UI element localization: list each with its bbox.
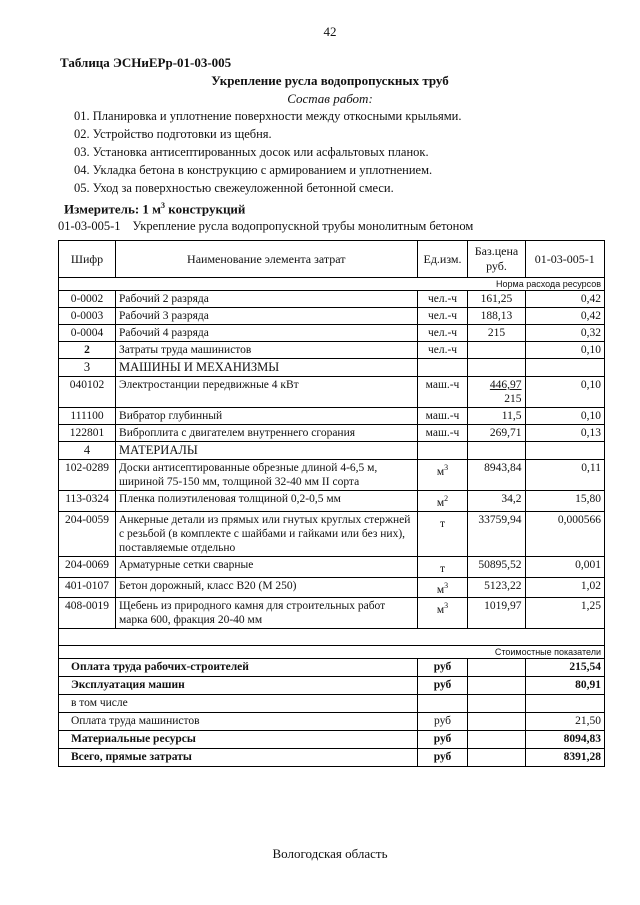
cell-value: 0,10 [525, 408, 605, 425]
table-row [59, 491, 605, 512]
cell-value: 1,02 [525, 577, 605, 598]
cost-row [59, 731, 605, 749]
cell-price: 188,13 [468, 308, 525, 325]
cell-code: 204-0059 [59, 511, 116, 556]
cell-unit: т [417, 556, 468, 577]
cell-value: 15,80 [525, 491, 605, 512]
cost-label: Стоимостные показатели [59, 646, 605, 659]
cell-price: 215 [468, 325, 525, 342]
cost-unit: руб [417, 731, 468, 749]
header-norm: 01-03-005-1 [525, 241, 605, 278]
cost-name: Эксплуатация машин [59, 677, 418, 695]
cell-price: 446,97 215 [468, 377, 525, 408]
cost-value: 8391,28 [525, 749, 605, 767]
cost-name: Всего, прямые затраты [59, 749, 418, 767]
resource-table [58, 240, 605, 767]
cost-name: Оплата труда машинистов [59, 713, 418, 731]
cell-value: 0,10 [525, 377, 605, 408]
table-row [59, 577, 605, 598]
work-composition-heading: Состав работ: [287, 91, 373, 106]
cell-code: 408-0019 [59, 598, 116, 629]
region-footer: Вологодская область [272, 846, 388, 861]
cell-unit: $м^3$ [417, 460, 468, 491]
cost-row [59, 695, 605, 713]
work-item: 04. Укладка бетона в конструкцию с армированием и уплотнением. [74, 163, 433, 177]
cell-code: 111100 [59, 408, 116, 425]
section-header-row [59, 359, 605, 377]
cell-name: Доски антисептированные обрезные длиной 4-6,5 м, шириной 75-150 мм, толщиной 32-40 мм II сорта [116, 460, 418, 491]
cell-unit: т [417, 511, 468, 556]
spacer-row [59, 629, 605, 646]
table-row [59, 291, 605, 308]
cell-unit: $м^3$ [417, 598, 468, 629]
measure-unit: Измеритель: 1 $м^3$ конструкций [64, 201, 246, 217]
table-row [59, 425, 605, 442]
cell-unit: чел.-ч [417, 342, 468, 359]
table-header-row [59, 241, 605, 278]
cell-code: 0-0003 [59, 308, 116, 325]
cell-name: Вибратор глубинный [116, 408, 418, 425]
cell-code: 2 [59, 342, 116, 359]
cell-value: 0,13 [525, 425, 605, 442]
cost-value: 215,54 [525, 659, 605, 677]
page-number: 42 [323, 24, 337, 39]
norm-description: Укрепление русла водопропускной трубы монолитным бетоном [132, 219, 474, 233]
cost-row [59, 677, 605, 695]
norm-code-line [58, 219, 473, 234]
cost-unit: руб [417, 713, 468, 731]
cost-unit: руб [417, 677, 468, 695]
section-header-row [59, 442, 605, 460]
section-title: МАТЕРИАЛЫ [116, 442, 418, 460]
cell-price: 161,25 [468, 291, 525, 308]
cell-name: Рабочий 2 разряда [116, 291, 418, 308]
cell-value: 0,42 [525, 308, 605, 325]
cost-value: 21,50 [525, 713, 605, 731]
cell-price: 269,71 [468, 425, 525, 442]
header-name: Наименование элемента затрат [116, 241, 418, 278]
cost-unit: руб [417, 659, 468, 677]
cell-code: 0-0004 [59, 325, 116, 342]
work-item: 05. Уход за поверхностью свежеуложенной бетонной смеси. [74, 181, 394, 195]
cell-code: 113-0324 [59, 491, 116, 512]
table-row [59, 308, 605, 325]
cost-value [525, 695, 605, 713]
cell-code: 204-0069 [59, 556, 116, 577]
cell-price: 33759,94 [468, 511, 525, 556]
cost-name: Оплата труда рабочих-строителей [59, 659, 418, 677]
cell-code: 401-0107 [59, 577, 116, 598]
cell-value: 0,000566 [525, 511, 605, 556]
cell-name: Бетон дорожный, класс В20 (М 250) [116, 577, 418, 598]
cost-unit [417, 695, 468, 713]
cell-price: 50895,52 [468, 556, 525, 577]
document-title: Укрепление русла водопропускных труб [211, 73, 449, 88]
cell-name: Пленка полиэтиленовая толщиной 0,2-0,5 мм [116, 491, 418, 512]
cell-value: 0,11 [525, 460, 605, 491]
cell-value: 1,25 [525, 598, 605, 629]
work-item: 02. Устройство подготовки из щебня. [74, 127, 272, 141]
cost-unit: руб [417, 749, 468, 767]
table-row [59, 377, 605, 408]
cell-name: Рабочий 4 разряда [116, 325, 418, 342]
section-number: 3 [59, 359, 116, 377]
table-row [59, 342, 605, 359]
cell-code: 040102 [59, 377, 116, 408]
cell-name: Арматурные сетки сварные [116, 556, 418, 577]
cost-name: в том числе [59, 695, 418, 713]
cell-unit: маш.-ч [417, 408, 468, 425]
norm-code: 01-03-005-1 [58, 219, 121, 233]
cell-price: 11,5 [468, 408, 525, 425]
norm-label-row [59, 278, 605, 291]
cell-code: 0-0002 [59, 291, 116, 308]
cell-unit: маш.-ч [417, 377, 468, 408]
cell-code: 102-0289 [59, 460, 116, 491]
cell-value: 0,001 [525, 556, 605, 577]
cost-name: Материальные ресурсы [59, 731, 418, 749]
section-title: МАШИНЫ И МЕХАНИЗМЫ [116, 359, 418, 377]
table-row [59, 460, 605, 491]
cell-unit: $м^3$ [417, 577, 468, 598]
table-row [59, 556, 605, 577]
cell-name: Щебень из природного камня для строительных работ марка 600, фракция 20-40 мм [116, 598, 418, 629]
cell-name: Виброплита с двигателем внутреннего сгорания [116, 425, 418, 442]
cell-name: Электростанции передвижные 4 кВт [116, 377, 418, 408]
header-price: Баз.цена руб. [468, 241, 525, 278]
header-code: Шифр [59, 241, 116, 278]
cell-unit: чел.-ч [417, 308, 468, 325]
work-item: 01. Планировка и уплотнение поверхности между откосными крыльями. [74, 109, 462, 123]
norm-label: Норма расхода ресурсов [59, 278, 605, 291]
cell-value: 0,10 [525, 342, 605, 359]
table-row [59, 511, 605, 556]
cost-value: 80,91 [525, 677, 605, 695]
cell-price: 1019,97 [468, 598, 525, 629]
section-number: 4 [59, 442, 116, 460]
cell-name: Анкерные детали из прямых или гнутых круглых стержней с резьбой (в комплекте с шайбами и гайками или без них), поставляемые отдельно [116, 511, 418, 556]
cell-name: Затраты труда машинистов [116, 342, 418, 359]
cell-price: 8943,84 [468, 460, 525, 491]
cost-row [59, 659, 605, 677]
cell-code: 122801 [59, 425, 116, 442]
table-id: Таблица ЭСНиЕРр-01-03-005 [60, 55, 232, 70]
table-row [59, 325, 605, 342]
cell-unit: маш.-ч [417, 425, 468, 442]
cell-unit: чел.-ч [417, 291, 468, 308]
cell-price: 34,2 [468, 491, 525, 512]
cost-row [59, 713, 605, 731]
cell-unit: $м^2$ [417, 491, 468, 512]
cell-value: 0,42 [525, 291, 605, 308]
header-unit: Ед.изм. [417, 241, 468, 278]
cost-value: 8094,83 [525, 731, 605, 749]
table-row [59, 408, 605, 425]
cell-price [468, 342, 525, 359]
cell-unit: чел.-ч [417, 325, 468, 342]
work-item: 03. Установка антисептированных досок или асфальтовых планок. [74, 145, 429, 159]
cell-price: 5123,22 [468, 577, 525, 598]
cost-row [59, 749, 605, 767]
cell-value: 0,32 [525, 325, 605, 342]
cell-name: Рабочий 3 разряда [116, 308, 418, 325]
cost-label-row [59, 646, 605, 659]
table-row [59, 598, 605, 629]
